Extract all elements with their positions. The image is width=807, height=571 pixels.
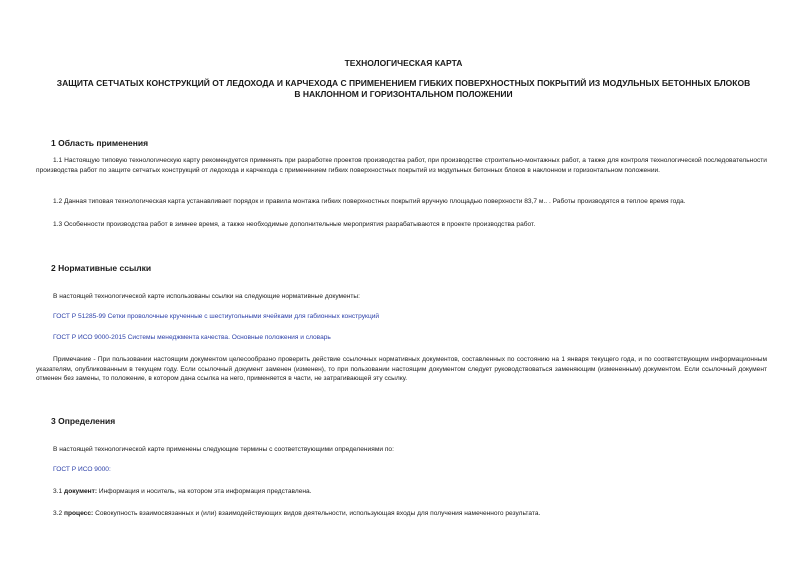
reference-link-gost-iso-9000-2015[interactable]: ГОСТ Р ИСО 9000-2015 Системы менеджмента качества. Основные положения и словарь bbox=[53, 334, 331, 341]
definition-3-1 bbox=[53, 488, 312, 495]
document-subtitle bbox=[36, 78, 771, 100]
section-2-intro: В настоящей технологической карте использованы ссылки на следующие нормативные документы: bbox=[53, 293, 360, 300]
section-1-paragraph-2: 1.2 Данная типовая технологическая карта устанавливает порядок и правила монтажа гибких поверхностных покрытий вручную площадью поверхности 83,7 м.. . Работы производятся в теплое время года. bbox=[53, 198, 686, 205]
reference-link-gost-51285[interactable]: ГОСТ Р 51285-99 Сетки проволочные крученные с шестиугольными ячейками для габионных конструкций bbox=[53, 313, 380, 320]
document-title: ТЕХНОЛОГИЧЕСКАЯ КАРТА bbox=[344, 58, 463, 68]
subtitle-line-1: ЗАЩИТА СЕТЧАТЫХ КОНСТРУКЦИЙ ОТ ЛЕДОХОДА И КАРЧЕХОДА С ПРИМЕНЕНИЕМ ГИБКИХ ПОВЕРХНОСТНЫХ ПОКРЫТИЙ ИЗ МОДУЛЬНЫХ БЕТОННЫХ БЛОКОВ bbox=[56, 78, 751, 88]
section-1-heading: 1 Область применения bbox=[51, 138, 149, 148]
section-1-paragraph-1: 1.1 Настоящую типовую технологическую карту рекомендуется применять при разработке проектов производства работ, при производстве строительно-монтажных работ, а также для контроля технологической последовательности производства работ по защите сетчатых конструкций от ледохода и карчехода с применением гибких поверхностных покрытий из модульных бетонных блоков в наклонном и горизонтальном положении. bbox=[36, 157, 767, 174]
section-2-note: Примечание - При пользовании настоящим документом целесообразно проверить действие ссылочных нормативных документов, составленных по состоянию на 1 января текущего года, и по соответствующим информационным указателям, опубликованным в текущем году. Если ссылочный документ заменен (изменен), то при пользовании настоящим документом следует руководствоваться заменяющим (измененным) документом. Если ссылочный документ отменен без замены, то положение, в котором дана ссылка на него, применяется в части, не затрагивающей эту ссылку. bbox=[36, 356, 767, 382]
definition-text: Совокупность взаимосвязанных и (или) взаимодействующих видов деятельности, использующая входы для получения намеченного результата. bbox=[95, 510, 541, 517]
section-3-intro: В настоящей технологической карте применены следующие термины с соответствующими определениями по: bbox=[53, 446, 394, 453]
definition-text: Информация и носитель, на котором эта информация представлена. bbox=[98, 488, 312, 495]
section-1-paragraph-3: 1.3 Особенности производства работ в зимнее время, а также необходимые дополнительные мероприятия разрабатываются в проекте производства работ. bbox=[53, 221, 536, 228]
subtitle-line-2: В НАКЛОННОМ И ГОРИЗОНТАЛЬНОМ ПОЛОЖЕНИИ bbox=[294, 89, 513, 99]
reference-link-gost-iso-9000[interactable]: ГОСТ Р ИСО 9000: bbox=[53, 466, 111, 473]
definition-3-2 bbox=[53, 510, 540, 517]
section-3-heading: 3 Определения bbox=[51, 416, 116, 426]
definition-number: 3.1 bbox=[53, 488, 63, 495]
definition-term: документ: bbox=[64, 488, 98, 495]
definition-number: 3.2 bbox=[53, 510, 63, 517]
section-2-heading: 2 Нормативные ссылки bbox=[51, 263, 152, 273]
definition-term: процесс: bbox=[64, 510, 94, 517]
